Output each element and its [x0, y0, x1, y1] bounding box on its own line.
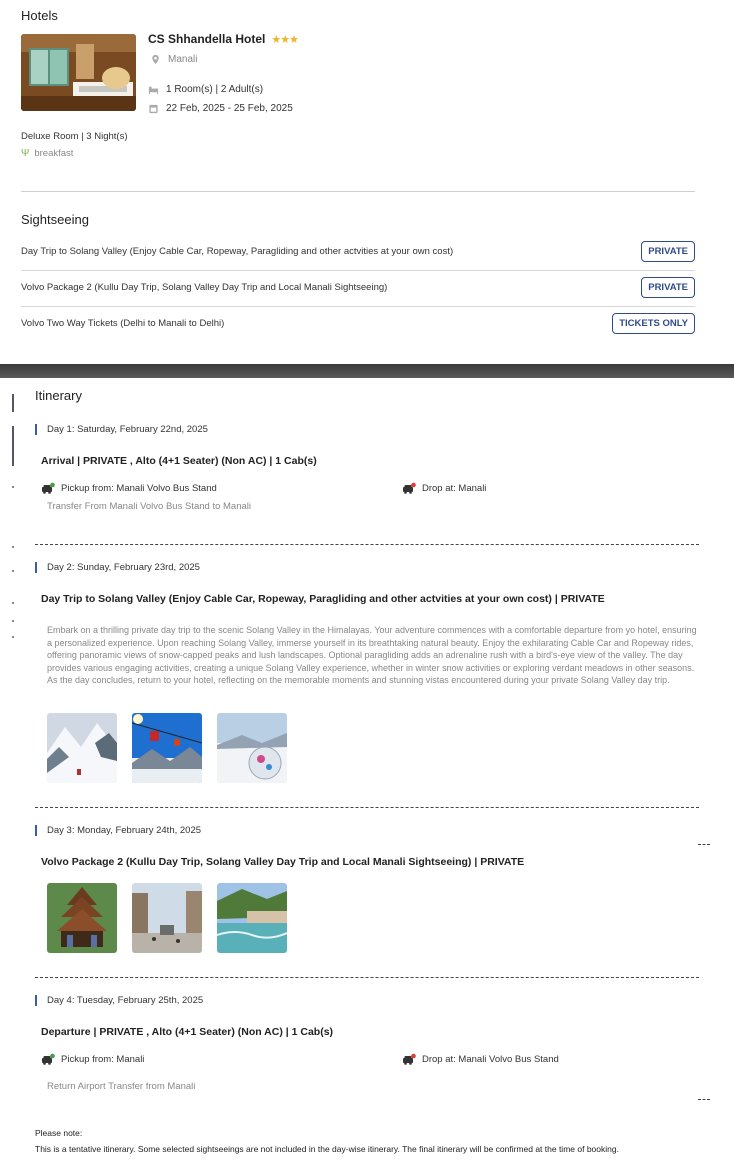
edge-marker: [12, 394, 14, 412]
day-accent-bar: [35, 424, 37, 435]
dashed-separator: [35, 544, 699, 545]
map-pin-icon: [150, 54, 161, 65]
day-title: Arrival | PRIVATE , Alto (4+1 Seater) (Non AC) | 1 Cab(s): [41, 455, 317, 467]
dashed-separator: [35, 977, 699, 978]
dates-label: 22 Feb, 2025 - 25 Feb, 2025: [166, 103, 293, 114]
room-info: Deluxe Room | 3 Night(s): [21, 131, 128, 142]
dashed-separator: [35, 807, 699, 808]
hotel-dates: [148, 103, 293, 114]
sightseeing-title: Sightseeing: [21, 212, 89, 227]
photo-thumbnail[interactable]: [217, 883, 287, 953]
star-rating-icon: ★★★: [271, 33, 298, 46]
day-date: Day 2: Sunday, February 23rd, 2025: [47, 562, 200, 573]
day-accent-bar: [35, 995, 37, 1006]
pickup-label: Pickup from: Manali: [61, 1053, 145, 1065]
day-description: Embark on a thrilling private day trip to the scenic Solang Valley in the Himalayas. Your adventure commences with a comfortable departure from yo hotel, ensuring a personalized experience. Upon reaching Solang Valley, immerse yourself in its breathtaking natural beauty. Enjoy the exhilarating Cable Car and Ropeway rides, offering panoramic views of snow-capped peaks and lush landscapes. Optional paragliding adds an adrenaline rush with a bird's-eye view of the valley. The day provides various engaging activities, creating a unique Solang Valley experience, whether in winter snow activities or exploring verdant meadows in other seasons. As the day concludes, return to your hotel, reflecting on the memorable moments and stunning vistas encountered during your private Solang Valley day trip.: [47, 625, 697, 685]
itinerary-title: Itinerary: [35, 388, 82, 403]
edge-marker: [12, 426, 14, 466]
drop-label: Drop at: Manali: [422, 482, 487, 494]
cutlery-icon: Ψ: [21, 148, 30, 159]
sightseeing-name: Day Trip to Solang Valley (Enjoy Cable Car, Ropeway, Paragliding and other actvities at your own cost): [21, 245, 454, 257]
day-accent-bar: [35, 825, 37, 836]
edge-dot: [12, 620, 14, 622]
sightseeing-item[interactable]: [21, 305, 695, 341]
hotels-title: Hotels: [21, 8, 58, 23]
dashed-separator: [698, 1099, 710, 1100]
car-pickup-icon: [41, 1053, 55, 1065]
meal-plan: [21, 148, 73, 159]
pickup-row: [41, 1053, 144, 1065]
car-pickup-icon: [41, 482, 55, 494]
day-header: [35, 424, 208, 435]
drop-label: Drop at: Manali Volvo Bus Stand: [422, 1053, 559, 1065]
hotel-location: [150, 54, 197, 65]
itinerary-section: [0, 378, 734, 1168]
edge-dot: [12, 602, 14, 604]
meal-label: breakfast: [34, 148, 74, 159]
photo-thumbnail[interactable]: [132, 713, 202, 783]
photo-thumbnail[interactable]: [47, 713, 117, 783]
car-drop-icon: [402, 1053, 416, 1065]
note-title: Please note:: [35, 1128, 83, 1138]
day-header: [35, 825, 201, 836]
transfer-note: Transfer From Manali Volvo Bus Stand to Manali: [47, 501, 251, 512]
photo-thumbnail[interactable]: [47, 883, 117, 953]
day-header: [35, 562, 200, 573]
hotel-name[interactable]: CS Shhandella Hotel: [148, 32, 266, 46]
page-separator-band: [0, 364, 734, 378]
day-title: Day Trip to Solang Valley (Enjoy Cable Car, Ropeway, Paragliding and other actvities at your own cost) | PRIVATE: [41, 593, 605, 605]
photo-thumbnail[interactable]: [217, 713, 287, 783]
day-header: [35, 995, 203, 1006]
hotels-section: [0, 0, 734, 364]
drop-row: [402, 1053, 559, 1065]
sightseeing-item[interactable]: [21, 233, 695, 269]
sightseeing-tag: PRIVATE: [641, 277, 695, 298]
transfer-note: Return Airport Transfer from Manali: [47, 1081, 196, 1092]
bed-icon: [148, 84, 159, 95]
dashed-separator: [698, 844, 710, 845]
day-title: Volvo Package 2 (Kullu Day Trip, Solang Valley Day Trip and Local Manali Sightseeing) | PRIVATE: [41, 856, 525, 868]
note-text: This is a tentative itinerary. Some selected sightseeings are not included in the day-wise itinerary. The final itinerary will be confirmed at the time of booking.: [35, 1144, 619, 1154]
hotel-photo[interactable]: [21, 34, 136, 111]
calendar-icon: [148, 103, 159, 114]
edge-dot: [12, 570, 14, 572]
sightseeing-item[interactable]: [21, 269, 695, 305]
drop-row: [402, 482, 486, 494]
sightseeing-name: Volvo Package 2 (Kullu Day Trip, Solang Valley Day Trip and Local Manali Sightseeing): [21, 281, 388, 293]
photo-thumbnail[interactable]: [132, 883, 202, 953]
hotel-name-row: [148, 32, 298, 46]
day-photos: [47, 883, 287, 953]
day-accent-bar: [35, 562, 37, 573]
sightseeing-tag: TICKETS ONLY: [612, 313, 695, 334]
car-drop-icon: [402, 482, 416, 494]
section-divider: [21, 191, 695, 192]
sightseeing-name: Volvo Two Way Tickets (Delhi to Manali to Delhi): [21, 317, 225, 329]
pickup-label: Pickup from: Manali Volvo Bus Stand: [61, 482, 217, 494]
rooms-guests-label: 1 Room(s) | 2 Adult(s): [166, 84, 264, 95]
hotel-rooms-guests: [148, 84, 263, 95]
day-title: Departure | PRIVATE , Alto (4+1 Seater) (Non AC) | 1 Cab(s): [41, 1026, 334, 1038]
edge-dot: [12, 546, 14, 548]
day-date: Day 1: Saturday, February 22nd, 2025: [47, 424, 208, 435]
hotel-location-label: Manali: [168, 54, 198, 65]
sightseeing-tag: PRIVATE: [641, 241, 695, 262]
day-date: Day 3: Monday, February 24th, 2025: [47, 825, 202, 836]
edge-dot: [12, 486, 14, 488]
edge-dot: [12, 636, 14, 638]
day-date: Day 4: Tuesday, February 25th, 2025: [47, 995, 204, 1006]
pickup-row: [41, 482, 217, 494]
day-photos: [47, 713, 287, 783]
